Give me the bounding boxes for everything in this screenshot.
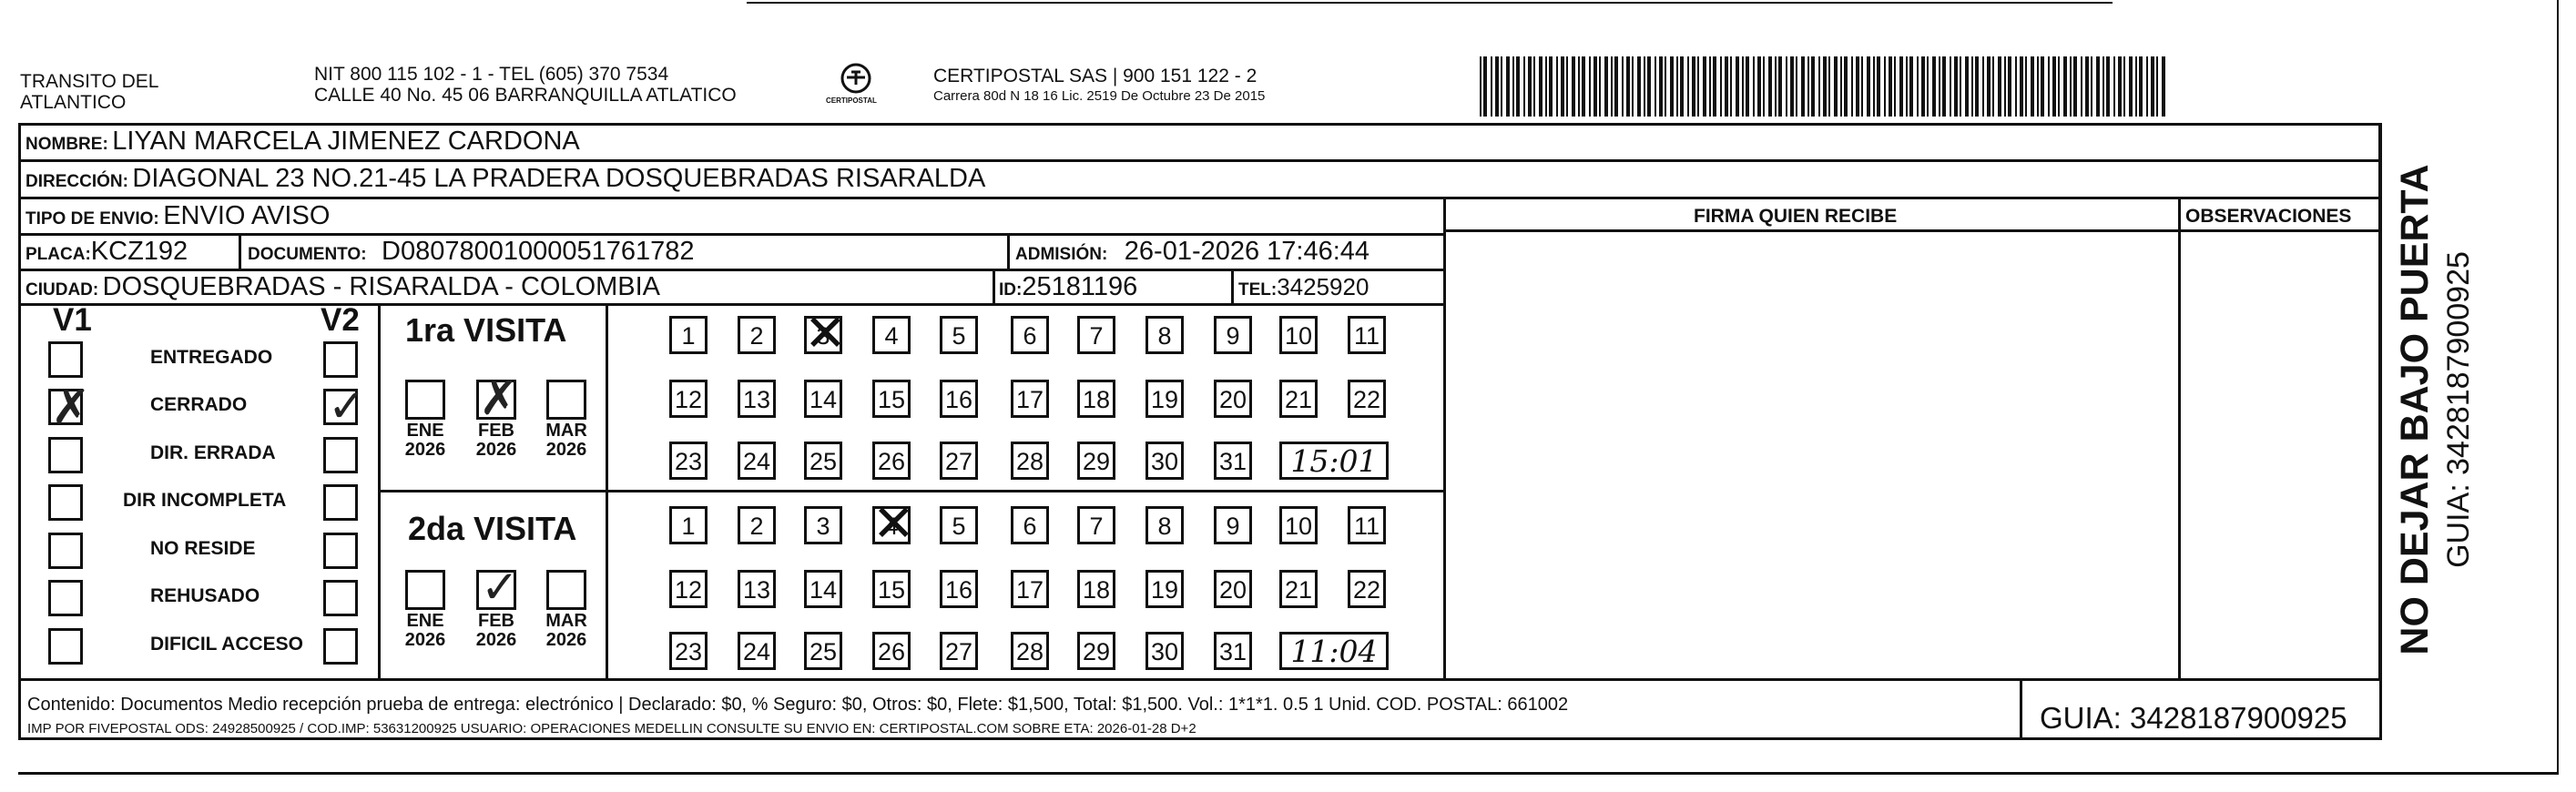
second-day-9[interactable]: 9: [1214, 506, 1252, 544]
v2-checkbox-1[interactable]: [323, 389, 358, 425]
second-day-28[interactable]: 28: [1011, 632, 1049, 670]
first-day-22[interactable]: 22: [1348, 380, 1386, 418]
first-day-11[interactable]: 11: [1348, 316, 1386, 354]
first-day-8[interactable]: 8: [1145, 316, 1184, 354]
second-month-divider: [606, 490, 608, 679]
first-day-2[interactable]: 2: [738, 316, 776, 354]
v1-checkbox-1[interactable]: [48, 389, 83, 425]
first-day-14[interactable]: 14: [804, 380, 842, 418]
contenido-text: Contenido: Documentos Medio recepción prueba de entrega: electrónico | Declarado: $0, % Seguro: $0, Otros: $0, Flete: $1,500, Total: $1,500. Vol.: 1*1*1. 0.5 1 Unid. COD. POSTAL: 661002: [27, 695, 1569, 715]
row-line-footer: [18, 678, 2382, 681]
first-day-26[interactable]: 26: [872, 442, 911, 480]
second-day-21[interactable]: 21: [1279, 570, 1318, 608]
status-label-3: DIR INCOMPLETA: [123, 490, 287, 511]
first-month-label-1: FEB 2026: [475, 421, 517, 460]
firma-header: FIRMA QUIEN RECIBE: [1694, 206, 1898, 227]
second-day-24[interactable]: 24: [738, 632, 776, 670]
nit-line: NIT 800 115 102 - 1 - TEL (605) 370 7534: [314, 64, 669, 85]
barcode-graphic: [1480, 56, 2172, 117]
status-label-5: REHUSADO: [150, 585, 260, 606]
first-day-3[interactable]: 3 ✕: [804, 316, 842, 354]
second-month-label-2: MAR 2026: [545, 611, 587, 650]
second-day-23[interactable]: 23: [669, 632, 708, 670]
v2-checkbox-3[interactable]: [323, 484, 358, 521]
v1-checkbox-5[interactable]: [48, 580, 83, 616]
row-line-3b: [1443, 229, 2382, 232]
certipostal-logo: [824, 62, 888, 109]
direccion-row: [25, 159, 985, 202]
tipo-label: TIPO DE ENVIO:: [25, 209, 159, 228]
second-month-label-1: FEB 2026: [475, 611, 517, 650]
second-day-26[interactable]: 26: [872, 632, 911, 670]
first-month-divider: [606, 303, 608, 490]
second-day-13[interactable]: 13: [738, 570, 776, 608]
second-month-box-0[interactable]: [405, 570, 445, 610]
first-month-box-0[interactable]: [405, 380, 445, 420]
v2-checkbox-0[interactable]: [323, 341, 358, 378]
col-line-firma: [1443, 197, 1446, 679]
first-day-15[interactable]: 15: [872, 380, 911, 418]
id-divider: [993, 269, 995, 303]
nombre-label: NOMBRE:: [25, 135, 108, 154]
imp-text: IMP POR FIVEPOSTAL ODS: 24928500925 / COD.IMP: 53631200925 USUARIO: OPERACIONES MEDELLIN CONSULTE SU ENVIO EN: CERTIPOSTAL.COM SOBRE ETA: 2026-01-28 D+2: [27, 721, 1196, 736]
second-day-27[interactable]: 27: [940, 632, 978, 670]
status-label-1: CERRADO: [150, 394, 248, 415]
status-label-4: NO RESIDE: [150, 538, 256, 559]
v1-label: V1: [53, 302, 92, 338]
documento-value: D08078001000051761782: [382, 237, 695, 266]
first-day-9[interactable]: 9: [1214, 316, 1252, 354]
second-day-30[interactable]: 30: [1145, 632, 1184, 670]
first-month-label-2: MAR 2026: [545, 421, 587, 460]
v2-checkbox-6[interactable]: [323, 628, 358, 665]
no-dejar-text: NO DEJAR BAJO PUERTA: [2393, 164, 2437, 655]
status-label-0: ENTREGADO: [150, 347, 273, 368]
first-day-21[interactable]: 21: [1279, 380, 1318, 418]
v2-checkbox-2[interactable]: [323, 437, 358, 473]
first-time-box: 15:01: [1279, 442, 1389, 480]
first-visit-title: 1ra VISITA: [405, 311, 567, 349]
nombre-row: [25, 122, 580, 165]
nombre-value: LIYAN MARCELA JIMENEZ CARDONA: [112, 127, 580, 156]
second-time-box: 11:04: [1279, 632, 1389, 670]
first-month-label-0: ENE 2026: [404, 421, 446, 460]
v1-checkbox-3[interactable]: [48, 484, 83, 521]
second-day-12[interactable]: 12: [669, 570, 708, 608]
tel-label: TEL:: [1238, 280, 1278, 300]
org-contact: [314, 64, 737, 106]
first-day-5[interactable]: 5: [940, 316, 978, 354]
v1-checkbox-2[interactable]: [48, 437, 83, 473]
second-day-20[interactable]: 20: [1214, 570, 1252, 608]
second-day-6[interactable]: 6: [1011, 506, 1049, 544]
first-day-27[interactable]: 27: [940, 442, 978, 480]
first-day-19[interactable]: 19: [1145, 380, 1184, 418]
second-day-22[interactable]: 22: [1348, 570, 1386, 608]
second-month-box-2[interactable]: [546, 570, 586, 610]
address-line: CALLE 40 No. 45 06 BARRANQUILLA ATLATICO: [314, 85, 737, 106]
v1-checkbox-6[interactable]: [48, 628, 83, 665]
id-label: ID:: [999, 280, 1023, 300]
courier-line: CERTIPOSTAL SAS | 900 151 122 - 2: [933, 66, 1257, 86]
placa-value: KCZ192: [90, 237, 188, 266]
second-visit-title: 2da VISITA: [408, 510, 577, 547]
bottom-scan-line: [18, 772, 2559, 775]
col-line-observ: [2178, 197, 2181, 679]
first-day-17[interactable]: 17: [1011, 380, 1049, 418]
second-month-label-0: ENE 2026: [404, 611, 446, 650]
main-right-border: [2378, 123, 2381, 679]
direccion-label: DIRECCIÓN:: [25, 172, 128, 191]
second-day-16[interactable]: 16: [940, 570, 978, 608]
second-day-31[interactable]: 31: [1214, 632, 1252, 670]
first-day-25[interactable]: 25: [804, 442, 842, 480]
second-day-3[interactable]: 3: [804, 506, 842, 544]
form-frame: [18, 123, 2382, 740]
guia-footer: GUIA: 3428187900925: [2040, 701, 2347, 735]
second-day-14[interactable]: 14: [804, 570, 842, 608]
second-day-10[interactable]: 10: [1279, 506, 1318, 544]
first-day-30[interactable]: 30: [1145, 442, 1184, 480]
v2-checkbox-4[interactable]: [323, 533, 358, 569]
org-line2: ATLANTICO: [20, 92, 127, 113]
second-day-11[interactable]: 11: [1348, 506, 1386, 544]
first-day-23[interactable]: 23: [669, 442, 708, 480]
org-line1: TRANSITO DEL: [20, 71, 159, 92]
placa-label: PLACA:: [25, 245, 91, 264]
first-day-1[interactable]: 1: [669, 316, 708, 354]
second-day-15[interactable]: 15: [872, 570, 911, 608]
ciudad-label: CIUDAD:: [25, 280, 99, 300]
courier-info: [933, 66, 1265, 105]
side-warning: [2386, 164, 2568, 655]
admision-label: ADMISIÓN:: [1015, 245, 1108, 264]
admision-value: 26-01-2026 17:46:44: [1124, 237, 1370, 266]
second-day-2[interactable]: 2: [738, 506, 776, 544]
id-value: 25181196: [1022, 272, 1138, 301]
first-day-31[interactable]: 31: [1214, 442, 1252, 480]
first-day-24[interactable]: 24: [738, 442, 776, 480]
second-day-17[interactable]: 17: [1011, 570, 1049, 608]
v1-checkbox-0[interactable]: [48, 341, 83, 378]
second-month-box-1[interactable]: [476, 570, 516, 610]
tipo-value: ENVIO AVISO: [163, 201, 331, 230]
first-day-29[interactable]: 29: [1077, 442, 1115, 480]
side-guia-text: GUIA: 3428187900925: [2441, 251, 2476, 568]
second-day-19[interactable]: 19: [1145, 570, 1184, 608]
visit-divider: [378, 490, 1443, 492]
ciudad-value: DOSQUEBRADAS - RISARALDA - COLOMBIA: [102, 272, 661, 301]
v1-checkbox-4[interactable]: [48, 533, 83, 569]
first-day-20[interactable]: 20: [1214, 380, 1252, 418]
first-day-6[interactable]: 6: [1011, 316, 1049, 354]
tel-divider: [1231, 269, 1234, 303]
v2-checkbox-5[interactable]: [323, 580, 358, 616]
second-day-29[interactable]: 29: [1077, 632, 1115, 670]
admision-divider: [1007, 233, 1010, 269]
org-name: [20, 71, 158, 113]
second-day-25[interactable]: 25: [804, 632, 842, 670]
tel-value: 3425920: [1277, 273, 1369, 300]
tel-row: [1238, 268, 1369, 310]
col-line-guia: [2020, 678, 2022, 740]
top-scan-line: [747, 2, 2113, 4]
second-day-5[interactable]: 5: [940, 506, 978, 544]
first-day-16[interactable]: 16: [940, 380, 978, 418]
first-day-10[interactable]: 10: [1279, 316, 1318, 354]
status-label-6: DIFICIL ACCESO: [150, 634, 304, 655]
documento-label: DOCUMENTO:: [248, 245, 367, 264]
second-day-4[interactable]: 4 ✕: [872, 506, 911, 544]
second-day-7[interactable]: 7: [1077, 506, 1115, 544]
first-day-13[interactable]: 13: [738, 380, 776, 418]
observaciones-header: OBSERVACIONES: [2185, 206, 2352, 227]
first-day-12[interactable]: 12: [669, 380, 708, 418]
first-day-4[interactable]: 4: [872, 316, 911, 354]
first-day-28[interactable]: 28: [1011, 442, 1049, 480]
id-row: [999, 268, 1137, 310]
placa-divider: [239, 233, 241, 269]
first-month-box-1[interactable]: [476, 380, 516, 420]
logo-caption: CERTIPOSTAL: [826, 96, 877, 105]
first-day-18[interactable]: 18: [1077, 380, 1115, 418]
courier-address: Carrera 80d N 18 16 Lic. 2519 De Octubre 23 De 2015: [933, 88, 1266, 104]
second-day-1[interactable]: 1: [669, 506, 708, 544]
second-day-8[interactable]: 8: [1145, 506, 1184, 544]
v2-label: V2: [321, 302, 360, 338]
direccion-value: DIAGONAL 23 NO.21-45 LA PRADERA DOSQUEBRADAS RISARALDA: [132, 164, 986, 193]
status-label-2: DIR. ERRADA: [150, 442, 276, 463]
second-day-18[interactable]: 18: [1077, 570, 1115, 608]
first-day-7[interactable]: 7: [1077, 316, 1115, 354]
first-month-box-2[interactable]: [546, 380, 586, 420]
